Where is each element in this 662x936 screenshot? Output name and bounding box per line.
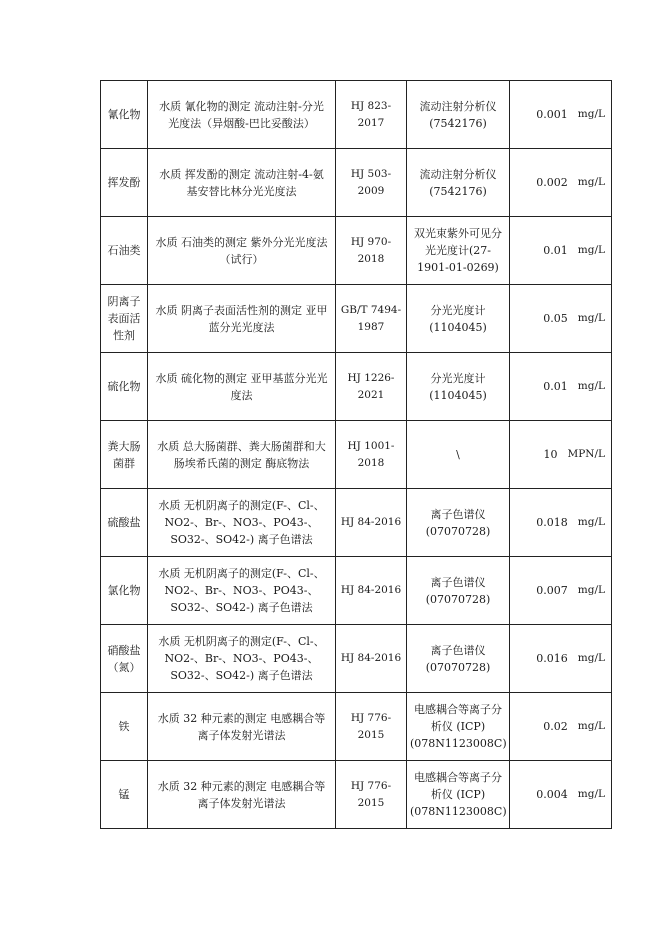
instrument-cell: 离子色谱仪 (07070728)	[407, 625, 510, 693]
instrument-cell: 分光光度计 (1104045)	[407, 353, 510, 421]
limit-group	[516, 106, 605, 123]
standard-cell: HJ 823-2017	[336, 81, 407, 149]
limit-group	[516, 446, 605, 463]
method-cell: 水质 32 种元素的测定 电感耦合等离子体发射光谱法	[148, 761, 336, 829]
detection-limit-value: 0.018	[536, 516, 568, 529]
limit-cell	[510, 81, 612, 149]
limit-group	[516, 650, 605, 667]
instrument-cell: 分光光度计 (1104045)	[407, 285, 510, 353]
detection-limit-value: 0.001	[536, 108, 568, 121]
item-cell: 硝酸盐（氮）	[101, 625, 148, 693]
item-cell: 石油类	[101, 217, 148, 285]
limit-cell	[510, 217, 612, 285]
table-body	[101, 81, 612, 829]
standard-cell: HJ 1001-2018	[336, 421, 407, 489]
table-row	[101, 81, 612, 149]
standard-cell: GB/T 7494-1987	[336, 285, 407, 353]
item-cell: 硫酸盐	[101, 489, 148, 557]
item-cell: 阴离子表面活性剂	[101, 285, 148, 353]
detection-limit-value: 0.016	[536, 652, 568, 665]
instrument-cell: 流动注射分析仪 (7542176)	[407, 149, 510, 217]
analysis-methods-table	[100, 80, 612, 829]
item-cell: 粪大肠菌群	[101, 421, 148, 489]
limit-cell	[510, 761, 612, 829]
detection-limit-unit: mg/L	[577, 652, 605, 664]
instrument-cell: 电感耦合等离子分析仪 (ICP)(078N1123008C)	[407, 693, 510, 761]
instrument-cell: 离子色谱仪 (07070728)	[407, 557, 510, 625]
item-cell: 硫化物	[101, 353, 148, 421]
table-row	[101, 557, 612, 625]
detection-limit-unit: mg/L	[577, 244, 605, 256]
method-cell: 水质 无机阴离子的测定(F-、Cl-、NO2-、Br-、NO3-、PO43-、SO32-、SO42-) 离子色谱法	[148, 489, 336, 557]
detection-limit-unit: mg/L	[577, 788, 605, 800]
standard-cell: HJ 503-2009	[336, 149, 407, 217]
limit-group	[516, 242, 605, 259]
table-row	[101, 149, 612, 217]
table-row	[101, 489, 612, 557]
table-row	[101, 693, 612, 761]
method-cell: 水质 无机阴离子的测定(F-、Cl-、NO2-、Br-、NO3-、PO43-、SO32-、SO42-) 离子色谱法	[148, 557, 336, 625]
detection-limit-unit: mg/L	[577, 176, 605, 188]
method-cell: 水质 挥发酚的测定 流动注射-4-氨基安替比林分光光度法	[148, 149, 336, 217]
detection-limit-value: 0.007	[536, 584, 568, 597]
method-cell: 水质 硫化物的测定 亚甲基蓝分光光度法	[148, 353, 336, 421]
limit-cell	[510, 285, 612, 353]
detection-limit-unit: mg/L	[577, 312, 605, 324]
instrument-cell: 双光束紫外可见分光光度计(27-1901-01-0269)	[407, 217, 510, 285]
standard-cell: HJ 84-2016	[336, 625, 407, 693]
limit-cell	[510, 625, 612, 693]
table-row	[101, 285, 612, 353]
item-cell: 铁	[101, 693, 148, 761]
limit-cell	[510, 421, 612, 489]
table-row	[101, 421, 612, 489]
method-cell: 水质 无机阴离子的测定(F-、Cl-、NO2-、Br-、NO3-、PO43-、SO32-、SO42-) 离子色谱法	[148, 625, 336, 693]
limit-group	[516, 786, 605, 803]
limit-group	[516, 310, 605, 327]
item-cell: 氰化物	[101, 81, 148, 149]
table-row	[101, 353, 612, 421]
standard-cell: HJ 776-2015	[336, 761, 407, 829]
item-cell: 锰	[101, 761, 148, 829]
method-cell: 水质 氰化物的测定 流动注射-分光光度法（异烟酸-巴比妥酸法）	[148, 81, 336, 149]
item-cell: 氯化物	[101, 557, 148, 625]
item-cell: 挥发酚	[101, 149, 148, 217]
limit-cell	[510, 693, 612, 761]
limit-cell	[510, 149, 612, 217]
limit-group	[516, 378, 605, 395]
method-cell: 水质 32 种元素的测定 电感耦合等离子体发射光谱法	[148, 693, 336, 761]
method-cell: 水质 石油类的测定 紫外分光光度法（试行）	[148, 217, 336, 285]
detection-limit-value: 0.004	[536, 788, 568, 801]
instrument-cell: 流动注射分析仪 (7542176)	[407, 81, 510, 149]
limit-group	[516, 174, 605, 191]
table-row	[101, 217, 612, 285]
limit-cell	[510, 557, 612, 625]
detection-limit-value: 0.01	[543, 244, 568, 257]
limit-cell	[510, 489, 612, 557]
detection-limit-value: 0.002	[536, 176, 568, 189]
limit-group	[516, 718, 605, 735]
table-row	[101, 625, 612, 693]
detection-limit-unit: MPN/L	[567, 448, 605, 460]
detection-limit-value: 10	[543, 448, 558, 461]
detection-limit-value: 0.01	[543, 380, 568, 393]
detection-limit-unit: mg/L	[577, 516, 605, 528]
detection-limit-value: 0.05	[543, 312, 568, 325]
detection-limit-unit: mg/L	[577, 584, 605, 596]
limit-group	[516, 582, 605, 599]
instrument-cell: 离子色谱仪 (07070728)	[407, 489, 510, 557]
detection-limit-unit: mg/L	[577, 380, 605, 392]
standard-cell: HJ 84-2016	[336, 489, 407, 557]
method-cell: 水质 阴离子表面活性剂的测定 亚甲蓝分光光度法	[148, 285, 336, 353]
method-cell: 水质 总大肠菌群、粪大肠菌群和大肠埃希氏菌的测定 酶底物法	[148, 421, 336, 489]
standard-cell: HJ 1226-2021	[336, 353, 407, 421]
detection-limit-unit: mg/L	[577, 108, 605, 120]
instrument-cell: \	[407, 421, 510, 489]
standard-cell: HJ 84-2016	[336, 557, 407, 625]
standard-cell: HJ 776-2015	[336, 693, 407, 761]
detection-limit-value: 0.02	[543, 720, 568, 733]
limit-cell	[510, 353, 612, 421]
detection-limit-unit: mg/L	[577, 720, 605, 732]
table-row	[101, 761, 612, 829]
standard-cell: HJ 970-2018	[336, 217, 407, 285]
limit-group	[516, 514, 605, 531]
instrument-cell: 电感耦合等离子分析仪 (ICP)(078N1123008C)	[407, 761, 510, 829]
